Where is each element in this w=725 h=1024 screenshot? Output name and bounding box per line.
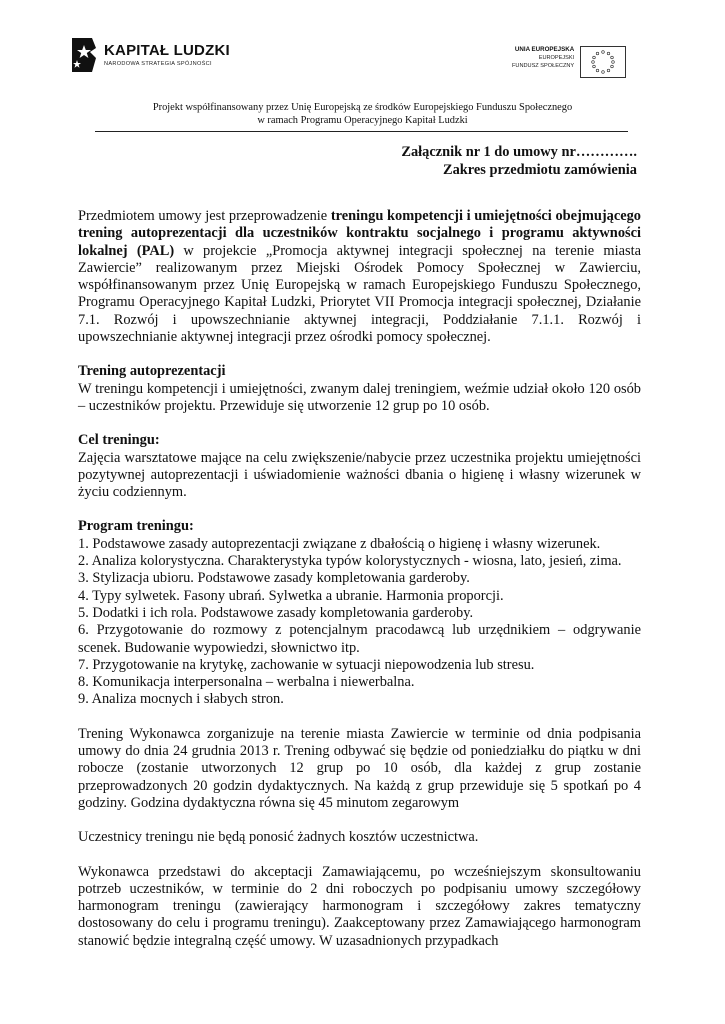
trening-text: W treningu kompetencji i umiejętności, zwanym dalej treningiem, weźmie udział około 120 osób – uczestników projektu. Przewiduje się utworzenie 12 grup po 10 osób.	[78, 380, 641, 414]
program-item: 1. Podstawowe zasady autoprezentacji związane z dbałością o higienę i własny wizerunek.	[78, 535, 601, 552]
trening-heading: Trening autoprezentacji	[78, 363, 226, 380]
kapital-ludzki-subtitle: NARODOWA STRATEGIA SPÓJNOŚCI	[104, 61, 212, 67]
eu-logo	[512, 46, 626, 78]
intro-rest: w projekcie „Promocja aktywnej integracji społecznej na terenie miasta Zawiercie” realizowanym przez Miejski Ośrodek Pomocy Społecznej w Zawierciu, współfinansowanym przez Unię Europejską w ramach Europejskiego Funduszu Społecznego, Programu Operacyjnego Kapitał Ludzki, Priorytet VII Promocja integracji społecznej, Działanie 7.1. Rozwój i upowszechnianie aktywnej integracji, Poddziałanie 7.1.1. Rozwój i upowszechnianie aktywnej integracji przez ośrodki pomocy społecznej.	[78, 242, 641, 346]
intro-lead: Przedmiotem umowy jest przeprowadzenie	[78, 208, 331, 224]
program-item: 4. Typy sylwetek. Fasony ubrań. Sylwetka a ubranie. Harmonia proporcji.	[78, 587, 504, 604]
program-heading: Program treningu:	[78, 518, 194, 535]
intro-training-name: treningu kompetencji i umiejętności obejmującego trening autoprezentacji dla uczestników kontraktu socjalnego i programu aktywności lokalnej (PAL)	[78, 208, 641, 259]
cofinancing-line-1: Projekt współfinansowany przez Unię Europejską ze środków Europejskiego Funduszu Społecznego	[152, 102, 573, 113]
eu-label-social-fund: FUNDUSZ SPOŁECZNY	[512, 63, 575, 69]
timetable-paragraph: Wykonawca przedstawi do akceptacji Zamawiającemu, po wcześniejszym skonsultowaniu potrzeb uczestników, w terminie do 2 dni roboczych po podpisaniu umowy szczegółowy harmonogram treningu (zawierający harmonogram i szczegółowy zakres tematyczny dostosowany do celu i programu treningu). Zaakceptowany przez Zamawiającego harmonogram stanowić będzie integralną część umowy. W uzasadnionych przypadkach	[78, 863, 641, 949]
program-item: 3. Stylizacja ubioru. Podstawowe zasady kompletowania garderoby.	[78, 570, 470, 587]
schedule-paragraph: Trening Wykonawca zorganizuje na terenie miasta Zawiercie w terminie od dnia podpisania umowy do dnia 24 grudnia 2013 r. Trening odbywać się będzie od poniedziałku do piątku w dni robocze (zostanie utworzonych 12 grup po 10 osób, dla każdej z grup zostanie przeprowadzonych 20 godzin dydaktycznych. Na każdą z grup przewiduje się 5 spotkań po 4 godziny. Godzina dydaktyczna równa się 45 minutom zegarowym	[78, 725, 641, 811]
eu-label-european: EUROPEJSKI	[538, 55, 575, 61]
cel-text: Zajęcia warsztatowe mające na celu zwiększenie/nabycie przez uczestnika projektu umiejętności pozytywnej autoprezentacji i uświadomienie ważności dbania o higienę i własny wizerunek w życiu codziennym.	[78, 449, 641, 501]
kapital-ludzki-title: KAPITAŁ LUDZKI	[104, 42, 230, 59]
program-item: 2. Analiza kolorystyczna. Charakterystyka typów kolorystycznych - wiosna, lato, jesień, zima.	[78, 553, 622, 570]
program-item: 8. Komunikacja interpersonalna – werbalna i niewerbalna.	[78, 674, 415, 691]
header-divider	[95, 131, 628, 132]
intro-paragraph	[78, 208, 641, 346]
cofinancing-line-2: w ramach Programu Operacyjnego Kapitał Ludzki	[257, 115, 468, 126]
costs-paragraph: Uczestnicy treningu nie będą ponosić żadnych kosztów uczestnictwa.	[78, 829, 479, 846]
eu-label-union: UNIA EUROPEJSKA	[514, 46, 575, 53]
cofinancing-note	[95, 101, 630, 127]
kapital-ludzki-emblem-icon	[70, 36, 98, 74]
attachment-title: Zakres przedmiotu zamówienia	[443, 162, 637, 178]
eu-flag-icon	[580, 46, 626, 78]
program-item: 7. Przygotowanie na krytykę, zachowanie w sytuacji niepowodzenia lub stresu.	[78, 656, 535, 673]
attachment-number: Załącznik nr 1 do umowy nr………….	[401, 144, 637, 160]
cel-heading: Cel treningu:	[78, 432, 160, 449]
program-item: 9. Analiza mocnych i słabych stron.	[78, 691, 284, 708]
attachment-heading	[401, 143, 637, 179]
kapital-ludzki-logo	[70, 36, 230, 74]
program-item: 6. Przygotowanie do rozmowy z potencjalnym pracodawcą lub urzędnikiem – odgrywanie scenek. Budowanie wypowiedzi, słownictwo itp.	[78, 622, 641, 656]
document-body	[78, 208, 641, 950]
program-item: 5. Dodatki i ich rola. Podstawowe zasady kompletowania garderoby.	[78, 604, 474, 621]
